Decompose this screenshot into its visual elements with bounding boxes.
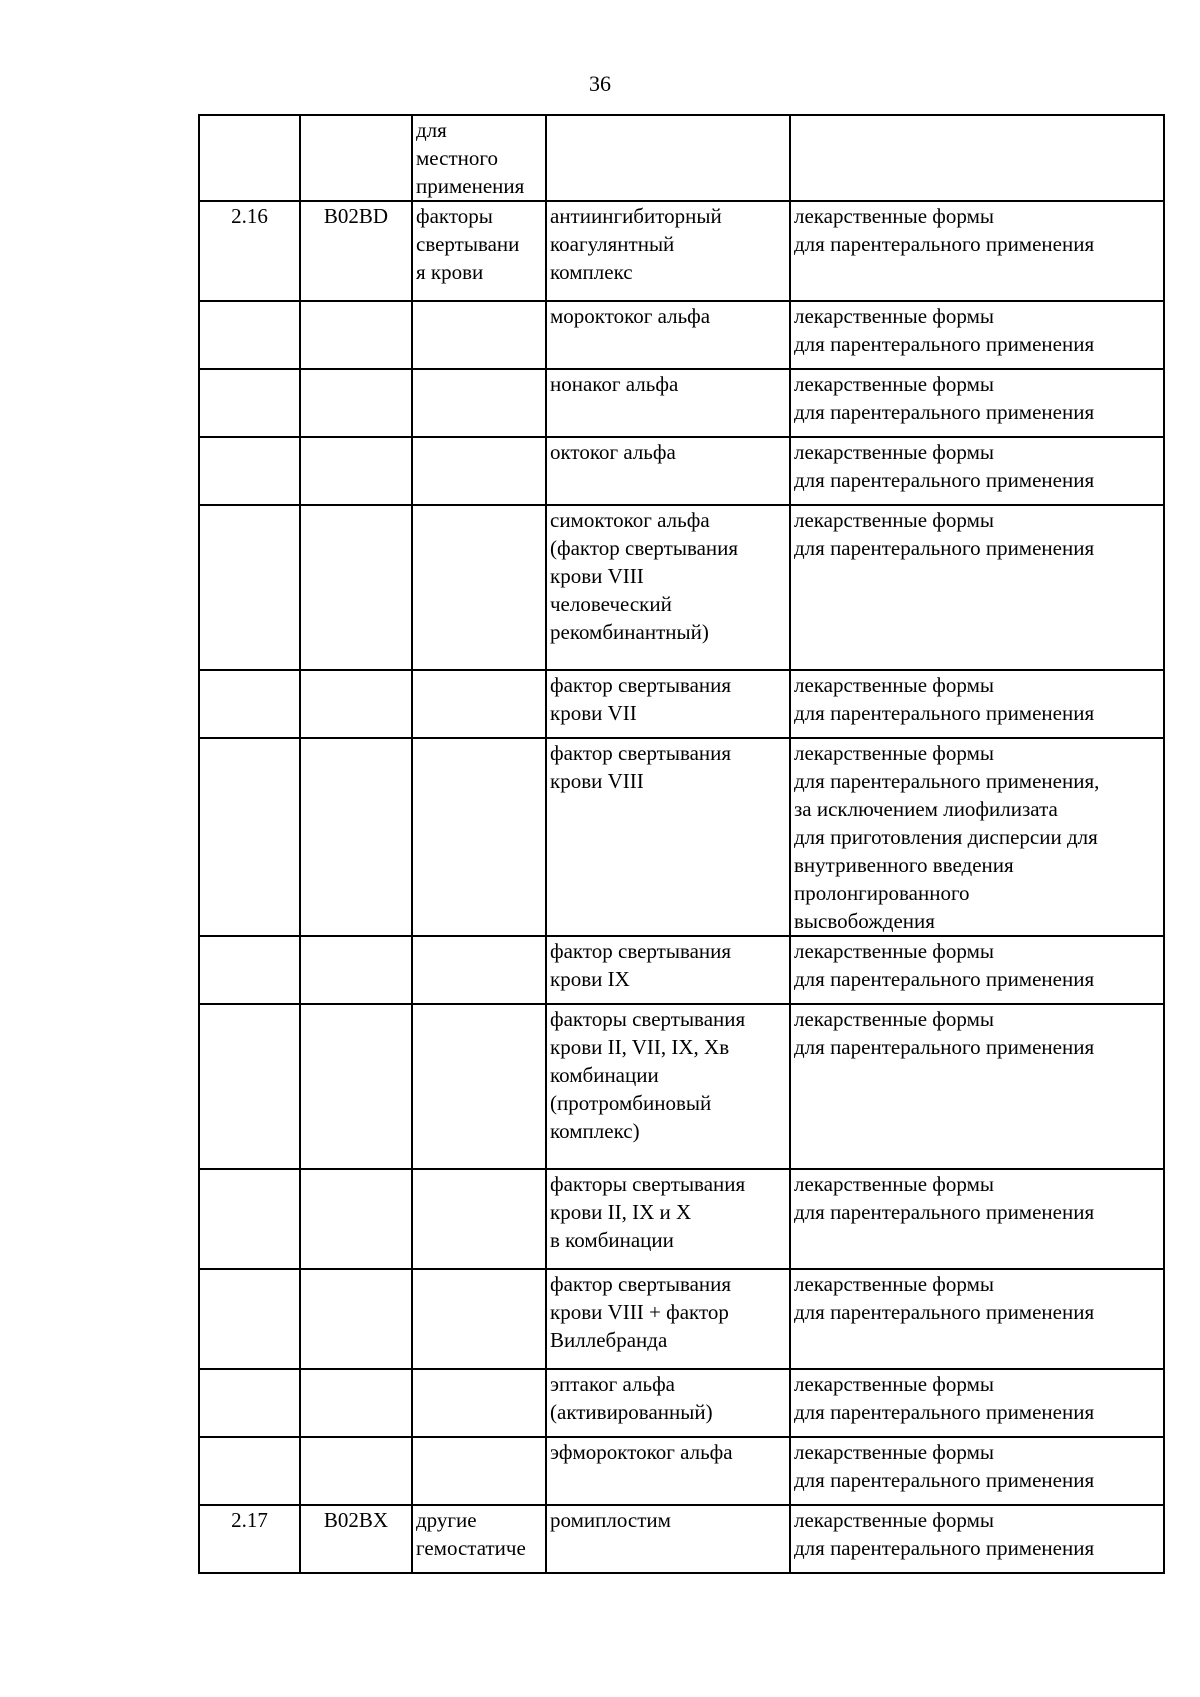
group-cell [412, 437, 546, 505]
drug-name: мороктоког альфа [550, 304, 711, 328]
page-number: 36 [589, 71, 611, 96]
table-row [199, 670, 1164, 738]
drug-name: антиингибиторный коагулянтный комплекс [550, 204, 722, 284]
table-row [199, 437, 1164, 505]
row-number-cell [199, 115, 300, 201]
drug-cell [546, 1004, 790, 1169]
row-number-cell [199, 1369, 300, 1437]
dosage-form: лекарственные формы для парентерального применения, за исключением лиофилизата для приготовления дисперсии для внутривенного введения пролонгированного высвобождения [794, 741, 1100, 933]
form-cell [790, 505, 1164, 670]
table-row [199, 201, 1164, 301]
group-cell [412, 505, 546, 670]
group-cell [412, 1369, 546, 1437]
drug-name: октоког альфа [550, 440, 676, 464]
drug-table [198, 114, 1165, 1574]
drug-cell [546, 115, 790, 201]
drug-cell [546, 738, 790, 936]
drug-cell [546, 1437, 790, 1505]
dosage-form: лекарственные формы для парентерального применения [794, 372, 1095, 424]
atc-code-cell [300, 201, 412, 301]
drug-name: симоктоког альфа (фактор свертывания крови VIII человеческий рекомбинантный) [550, 508, 739, 644]
drug-cell [546, 505, 790, 670]
atc-code-cell [300, 115, 412, 201]
table-row [199, 1004, 1164, 1169]
drug-cell [546, 301, 790, 369]
row-number: 2.16 [231, 204, 268, 228]
atc-code-cell [300, 1269, 412, 1369]
drug-name: ромиплостим [550, 1508, 671, 1532]
drug-name: фактор свертывания крови VIII [550, 741, 732, 793]
table-row [199, 1169, 1164, 1269]
form-cell [790, 369, 1164, 437]
atc-code-cell [300, 301, 412, 369]
row-number-cell [199, 369, 300, 437]
atc-code-cell [300, 1004, 412, 1169]
group-cell [412, 1437, 546, 1505]
group-name: факторы свертывани я крови [416, 204, 520, 284]
dosage-form: лекарственные формы для парентерального применения [794, 1272, 1095, 1324]
row-number-cell [199, 1004, 300, 1169]
row-number: 2.17 [231, 1508, 268, 1532]
atc-code-cell [300, 1369, 412, 1437]
group-cell [412, 301, 546, 369]
drug-name: фактор свертывания крови VII [550, 673, 732, 725]
group-name: для местного применения [416, 118, 525, 198]
table-row [199, 1269, 1164, 1369]
group-cell [412, 201, 546, 301]
dosage-form: лекарственные формы для парентерального применения [794, 1372, 1095, 1424]
form-cell [790, 1269, 1164, 1369]
atc-code: B02BD [323, 204, 389, 228]
row-number-cell [199, 1169, 300, 1269]
atc-code-cell [300, 369, 412, 437]
table-row [199, 738, 1164, 936]
atc-code-cell [300, 738, 412, 936]
drug-name: факторы свертывания крови II, IX и X в комбинации [550, 1172, 746, 1252]
form-cell [790, 670, 1164, 738]
dosage-form: лекарственные формы для парентерального применения [794, 1508, 1095, 1560]
group-cell [412, 670, 546, 738]
table-row [199, 1505, 1164, 1573]
group-name: другие гемостатиче [416, 1508, 526, 1560]
group-cell [412, 1505, 546, 1573]
drug-cell [546, 369, 790, 437]
form-cell [790, 936, 1164, 1004]
drug-cell [546, 1269, 790, 1369]
group-cell [412, 115, 546, 201]
group-cell [412, 738, 546, 936]
row-number-cell [199, 936, 300, 1004]
row-number-cell [199, 1505, 300, 1573]
form-cell [790, 1169, 1164, 1269]
drug-name: факторы свертывания крови II, VII, IX, Xв комбинации (протромбиновый комплекс) [550, 1007, 746, 1143]
form-cell [790, 301, 1164, 369]
drug-name: фактор свертывания крови VIII + фактор Виллебранда [550, 1272, 732, 1352]
atc-code-cell [300, 1505, 412, 1573]
table-row [199, 1369, 1164, 1437]
drug-cell [546, 1169, 790, 1269]
table-row [199, 115, 1164, 201]
group-cell [412, 936, 546, 1004]
table-body [199, 115, 1164, 1573]
form-cell [790, 1369, 1164, 1437]
drug-cell [546, 201, 790, 301]
row-number-cell [199, 437, 300, 505]
row-number-cell [199, 505, 300, 670]
form-cell [790, 1505, 1164, 1573]
dosage-form: лекарственные формы для парентерального применения [794, 440, 1095, 492]
drug-name: эфмороктоког альфа [550, 1440, 733, 1464]
dosage-form: лекарственные формы для парентерального применения [794, 1007, 1095, 1059]
dosage-form: лекарственные формы для парентерального применения [794, 939, 1095, 991]
row-number-cell [199, 1437, 300, 1505]
form-cell [790, 201, 1164, 301]
form-cell [790, 115, 1164, 201]
atc-code-cell [300, 437, 412, 505]
table-row [199, 1437, 1164, 1505]
table-row [199, 369, 1164, 437]
atc-code-cell [300, 936, 412, 1004]
dosage-form: лекарственные формы для парентерального применения [794, 1440, 1095, 1492]
drug-cell [546, 936, 790, 1004]
row-number-cell [199, 1269, 300, 1369]
row-number-cell [199, 301, 300, 369]
table-row [199, 301, 1164, 369]
dosage-form: лекарственные формы для парентерального применения [794, 1172, 1095, 1224]
group-cell [412, 1269, 546, 1369]
row-number-cell [199, 738, 300, 936]
drug-cell [546, 670, 790, 738]
form-cell [790, 738, 1164, 936]
atc-code: B02BX [323, 1508, 389, 1532]
drug-name: нонаког альфа [550, 372, 679, 396]
atc-code-cell [300, 1437, 412, 1505]
group-cell [412, 1169, 546, 1269]
row-number-cell [199, 670, 300, 738]
row-number-cell [199, 201, 300, 301]
form-cell [790, 1004, 1164, 1169]
dosage-form: лекарственные формы для парентерального применения [794, 508, 1095, 560]
group-cell [412, 1004, 546, 1169]
form-cell [790, 437, 1164, 505]
dosage-form: лекарственные формы для парентерального применения [794, 304, 1095, 356]
drug-name: фактор свертывания крови IX [550, 939, 732, 991]
drug-cell [546, 1505, 790, 1573]
table-row [199, 505, 1164, 670]
drug-cell [546, 1369, 790, 1437]
table-row [199, 936, 1164, 1004]
dosage-form: лекарственные формы для парентерального применения [794, 673, 1095, 725]
atc-code-cell [300, 1169, 412, 1269]
atc-code-cell [300, 670, 412, 738]
group-cell [412, 369, 546, 437]
drug-cell [546, 437, 790, 505]
atc-code-cell [300, 505, 412, 670]
dosage-form: лекарственные формы для парентерального применения [794, 204, 1095, 256]
form-cell [790, 1437, 1164, 1505]
drug-name: эптаког альфа (активированный) [550, 1372, 713, 1424]
